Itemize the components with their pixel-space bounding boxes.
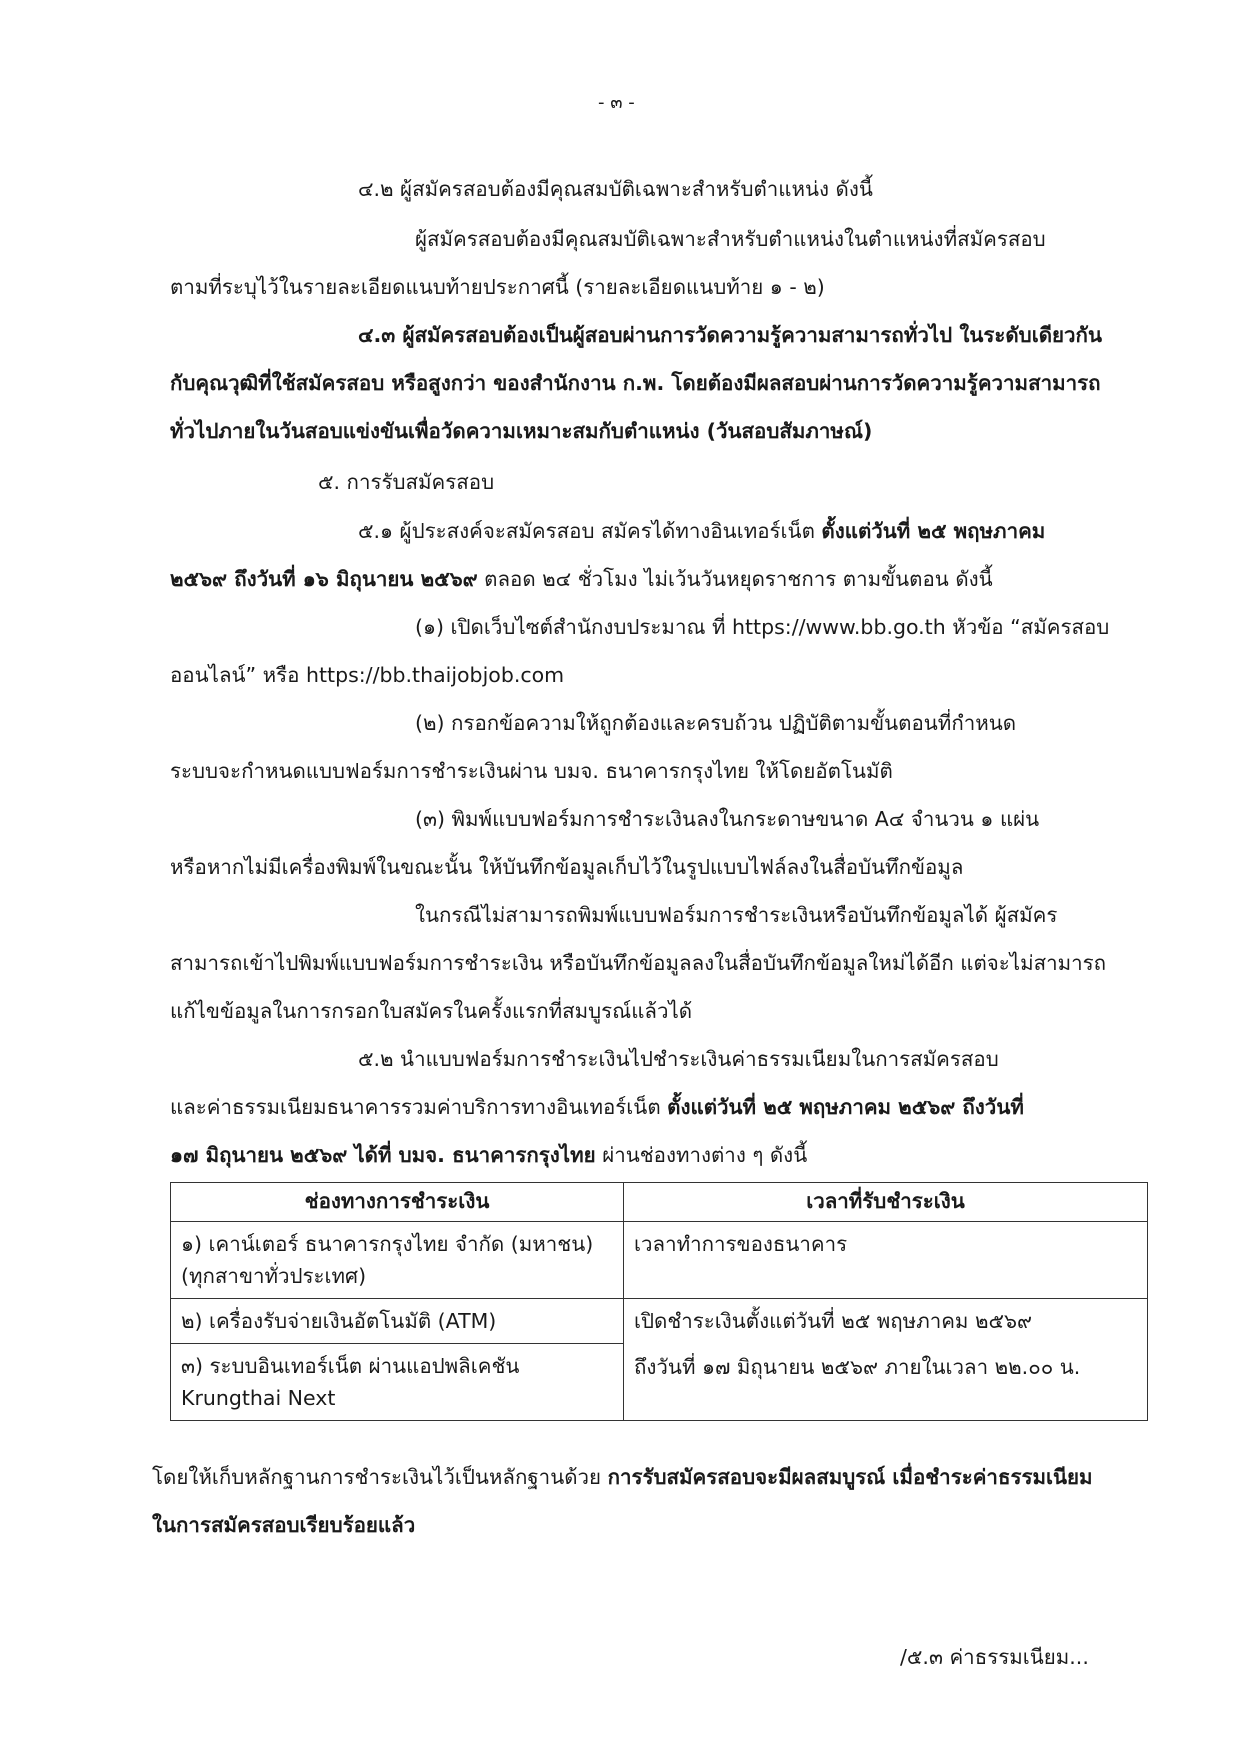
step-1-line2: ออนไลน์” หรือ https://bb.thaijobjob.com	[170, 663, 565, 687]
section-5-2-line3-text: ผ่านช่องทางต่าง ๆ ดังนี้	[602, 1143, 808, 1167]
section-4-3-line2: กับคุณวุฒิที่ใช้สมัครสอบ หรือสูงกว่า ของสำนักงาน ก.พ. โดยต้องมีผลสอบผ่านการวัดความรู้ความสามารถ	[170, 371, 1101, 395]
section-5-1-line1	[358, 514, 1045, 548]
time-counter-text: เวลาทำการของธนาคาร	[634, 1232, 848, 1256]
note-line3: แก้ไขข้อมูลในการกรอกใบสมัครในครั้งแรกที่สมบูรณ์แล้วได้	[170, 999, 693, 1023]
time-atm-internet	[624, 1299, 1148, 1421]
header-payment-channel: ช่องทางการชำระเงิน	[171, 1183, 624, 1222]
section-5-2-line2-text: และค่าธรรมเนียมธนาคารรวมค่าบริการทางอินเทอร์เน็ต	[170, 1095, 661, 1119]
payment-channels-table	[170, 1182, 1148, 1421]
section-5-1-end-date: ๒๕๖๙ ถึงวันที่ ๑๖ มิถุนายน ๒๕๖๙	[170, 567, 478, 591]
step-2-line1: (๒) กรอกข้อความให้ถูกต้องและครบถ้วน ปฏิบัติตามขั้นตอนที่กำหนด	[415, 711, 1017, 735]
note-line1: ในกรณีไม่สามารถพิมพ์แบบฟอร์มการชำระเงินหรือบันทึกข้อมูลได้ ผู้สมัคร	[415, 903, 1058, 927]
channel-internet	[171, 1344, 624, 1421]
step-2-line2: ระบบจะกำหนดแบบฟอร์มการชำระเงินผ่าน บมจ. ธนาคารกรุงไทย ให้โดยอัตโนมัติ	[170, 759, 893, 783]
table-row	[171, 1222, 1148, 1299]
page-number: - ๓ -	[598, 92, 635, 113]
section-5-2-line1: ๕.๒ นำแบบฟอร์มการชำระเงินไปชำระเงินค่าธรรมเนียมในการสมัครสอบ	[358, 1047, 999, 1071]
note-line2: สามารถเข้าไปพิมพ์แบบฟอร์มการชำระเงิน หรือบันทึกข้อมูลลงในสื่อบันทึกข้อมูลใหม่ได้อีก แต่จะไม่สามารถ	[170, 951, 1107, 975]
time-counter	[624, 1222, 1148, 1299]
section-5-2-line2	[170, 1090, 1024, 1124]
channel-atm-text: ๒) เครื่องรับจ่ายเงินอัตโนมัติ (ATM)	[181, 1309, 497, 1333]
channel-counter	[171, 1222, 624, 1299]
section-4-3-line3: ทั่วไปภายในวันสอบแข่งขันเพื่อวัดความเหมาะสมกับตำแหน่ง (วันสอบสัมภาษณ์)	[170, 419, 873, 443]
header-payment-time: เวลาที่รับชำระเงิน	[624, 1183, 1148, 1222]
section-5-1-start-date: ตั้งแต่วันที่ ๒๕ พฤษภาคม	[821, 519, 1046, 543]
time-atm-internet-line2: ถึงวันที่ ๑๗ มิถุนายน ๒๕๖๙ ภายในเวลา ๒๒.๐๐ น.	[634, 1355, 1081, 1379]
section-4-2-heading: ๔.๒ ผู้สมัครสอบต้องมีคุณสมบัติเฉพาะสำหรับตำแหน่ง ดังนี้	[358, 177, 873, 201]
step-3-line1: (๓) พิมพ์แบบฟอร์มการชำระเงินลงในกระดาษขนาด A๔ จำนวน ๑ แผ่น	[415, 807, 1040, 831]
closing-line2: ในการสมัครสอบเรียบร้อยแล้ว	[152, 1513, 416, 1537]
time-atm-internet-line1: เปิดชำระเงินตั้งแต่วันที่ ๒๕ พฤษภาคม ๒๕๖๙	[634, 1309, 1033, 1333]
section-5-2-end-date: ๑๗ มิถุนายน ๒๕๖๙ ได้ที่ บมจ. ธนาคารกรุงไทย	[170, 1143, 596, 1167]
table-row	[171, 1299, 1148, 1344]
channel-counter-line1: ๑) เคาน์เตอร์ ธนาคารกรุงไทย จำกัด (มหาชน)	[181, 1232, 594, 1256]
channel-internet-line2: Krungthai Next	[181, 1386, 336, 1410]
section-4-3-line1: ๔.๓ ผู้สมัครสอบต้องเป็นผู้สอบผ่านการวัดความรู้ความสามารถทั่วไป ในระดับเดียวกัน	[358, 323, 1102, 347]
channel-internet-line1: ๓) ระบบอินเทอร์เน็ต ผ่านแอปพลิเคชัน	[181, 1354, 520, 1378]
table-header-row	[171, 1183, 1148, 1222]
closing-line1-bold: การรับสมัครสอบจะมีผลสมบูรณ์ เมื่อชำระค่าธรรมเนียม	[607, 1465, 1093, 1489]
section-4-2-line1: ผู้สมัครสอบต้องมีคุณสมบัติเฉพาะสำหรับตำแหน่งในตำแหน่งที่สมัครสอบ	[415, 227, 1046, 251]
section-5-1-line1-text: ๕.๑ ผู้ประสงค์จะสมัครสอบ สมัครได้ทางอินเทอร์เน็ต	[358, 519, 815, 543]
step-1-line1: (๑) เปิดเว็บไซต์สำนักงบประมาณ ที่ https://www.bb.go.th หัวข้อ “สมัครสอบ	[415, 615, 1110, 639]
section-4-2-line2: ตามที่ระบุไว้ในรายละเอียดแนบท้ายประกาศนี้ (รายละเอียดแนบท้าย ๑ - ๒)	[170, 275, 825, 299]
section-5-1-line2	[170, 562, 993, 596]
closing-line1	[152, 1460, 1093, 1494]
section-5-heading: ๕. การรับสมัครสอบ	[318, 470, 495, 494]
closing-line1-text: โดยให้เก็บหลักฐานการชำระเงินไว้เป็นหลักฐานด้วย	[152, 1465, 602, 1489]
section-5-2-line3	[170, 1138, 807, 1172]
section-5-2-start-date: ตั้งแต่วันที่ ๒๕ พฤษภาคม ๒๕๖๙ ถึงวันที่	[667, 1095, 1024, 1119]
step-3-line2: หรือหากไม่มีเครื่องพิมพ์ในขณะนั้น ให้บันทึกข้อมูลเก็บไว้ในรูปแบบไฟล์ลงในสื่อบันทึกข้อมูล	[170, 855, 964, 879]
footer-continuation: /๕.๓ ค่าธรรมเนียม...	[900, 1645, 1089, 1669]
section-5-1-line2-text: ตลอด ๒๔ ชั่วโมง ไม่เว้นวันหยุดราชการ ตามขั้นตอน ดังนี้	[484, 567, 993, 591]
channel-counter-line2: (ทุกสาขาทั่วประเทศ)	[181, 1264, 367, 1288]
channel-atm	[171, 1299, 624, 1344]
